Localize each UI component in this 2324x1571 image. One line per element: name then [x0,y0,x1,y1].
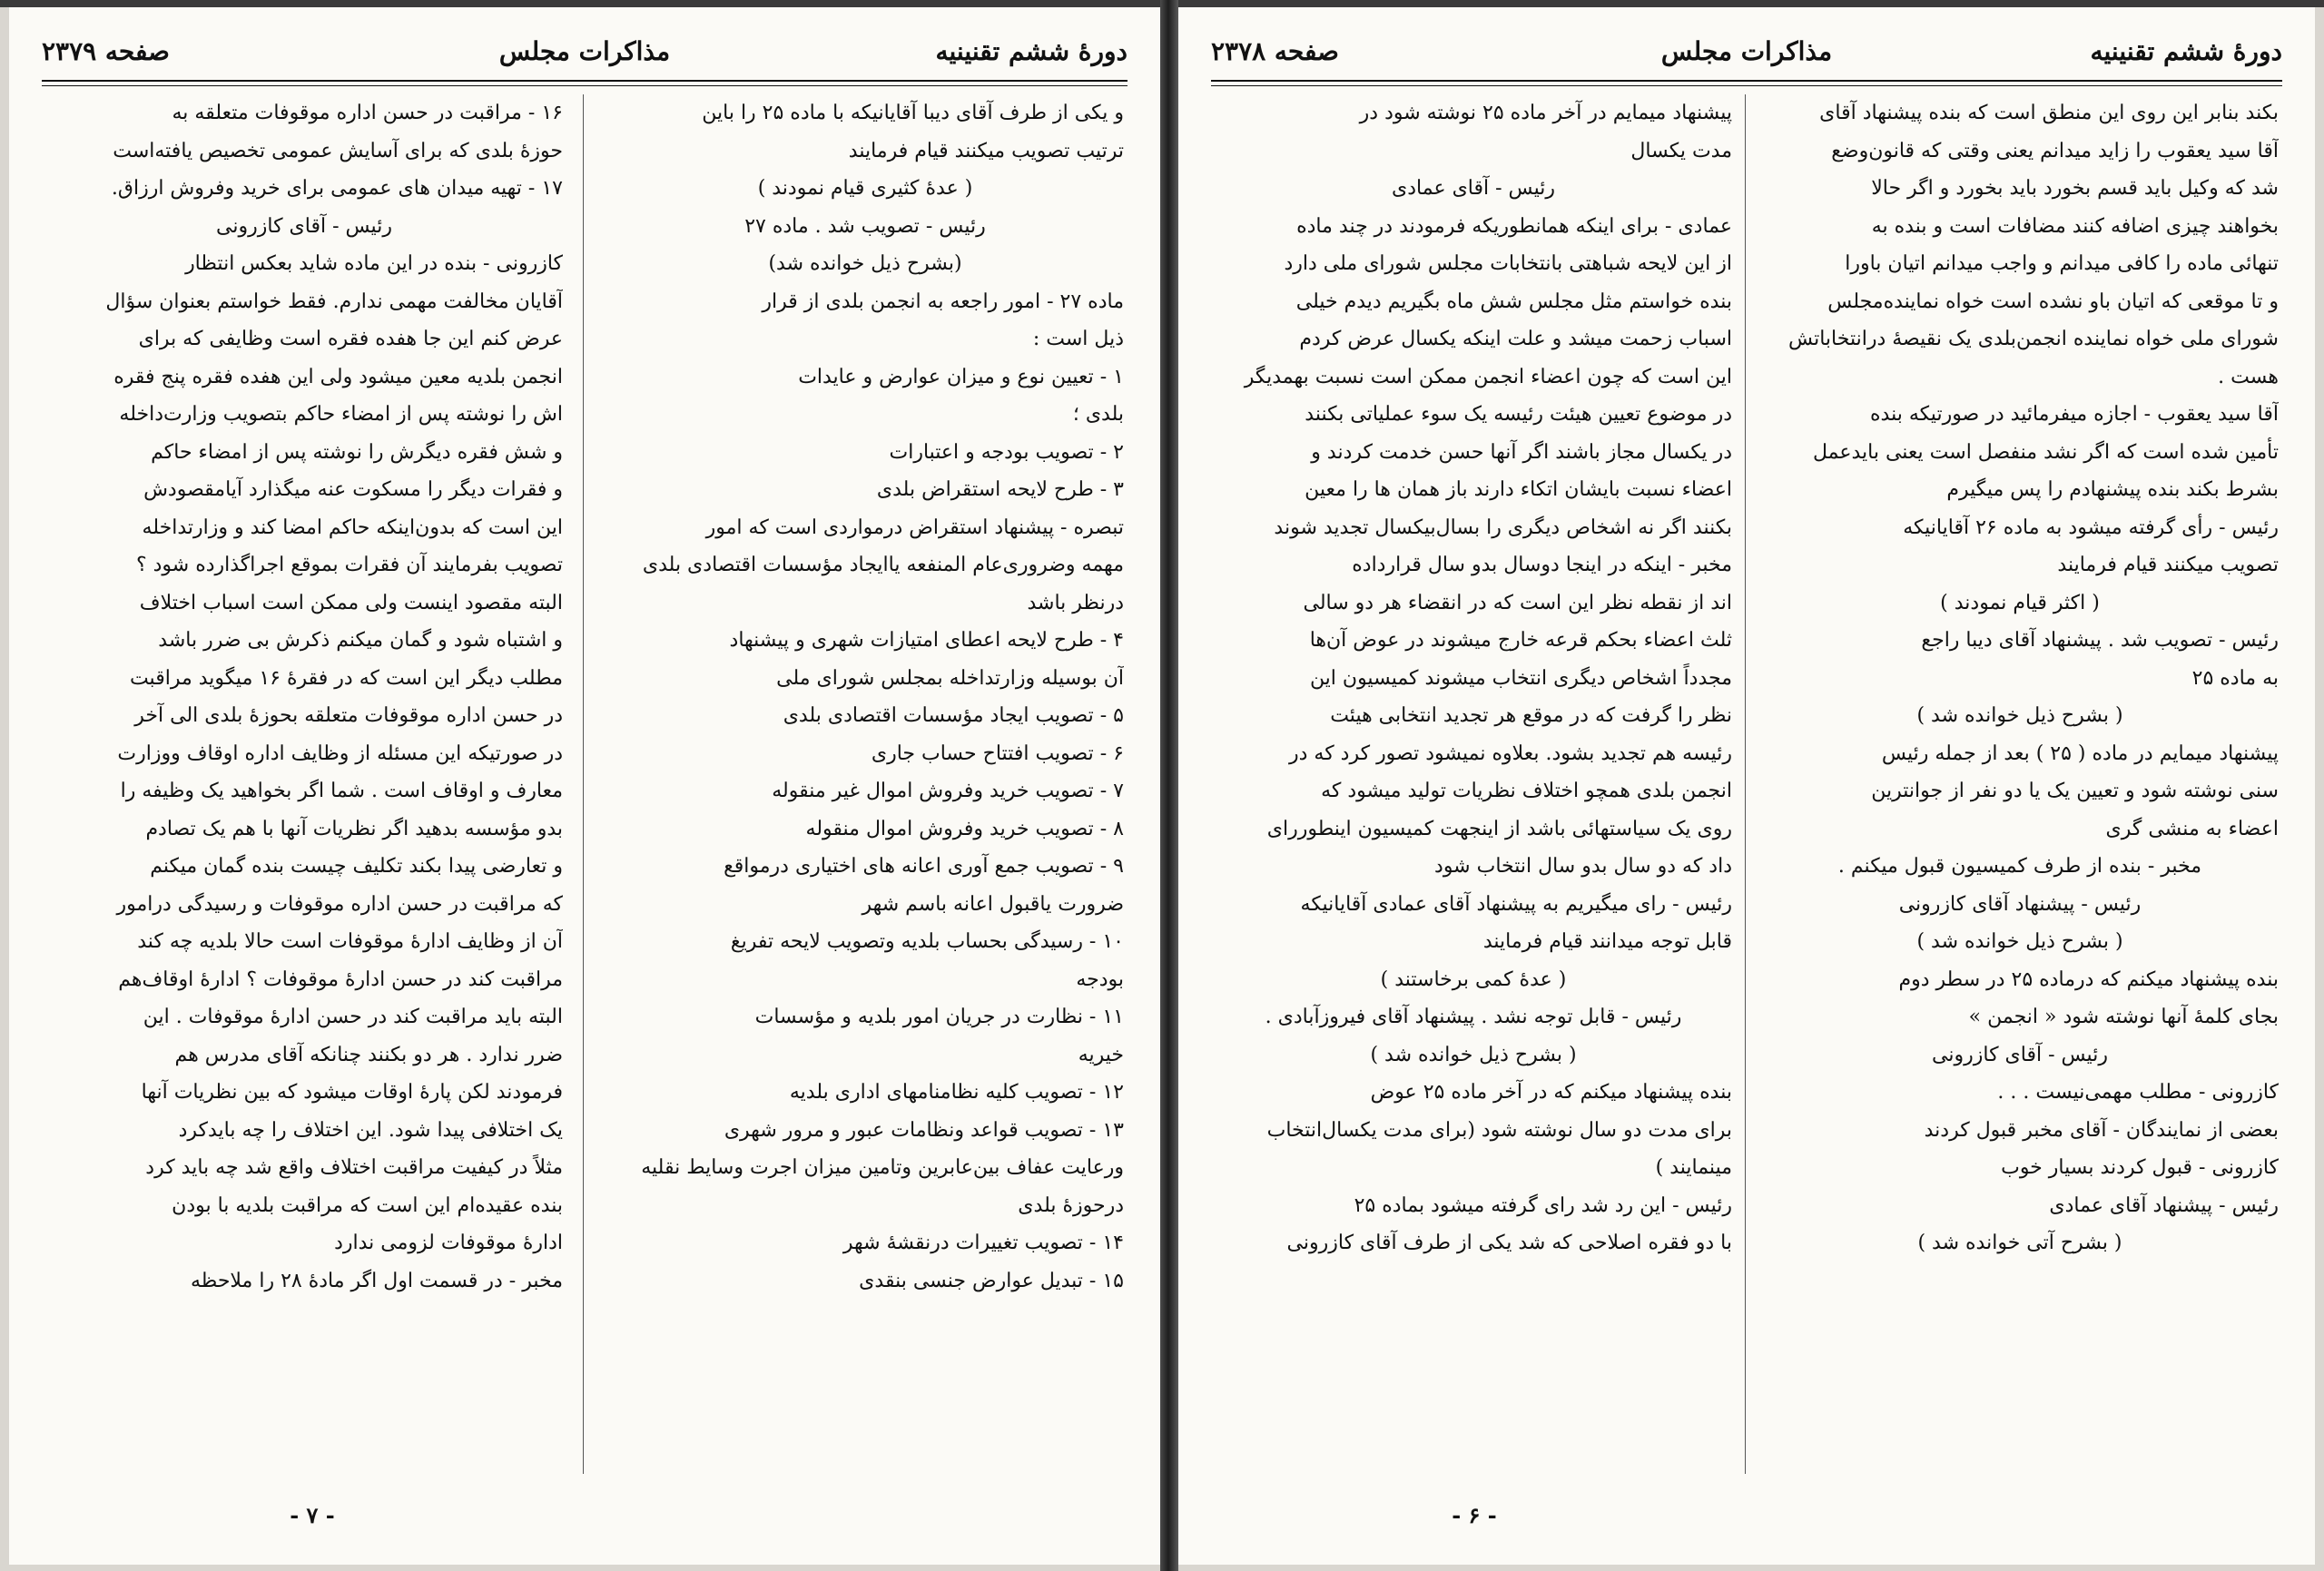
text-line: روی یک سیاستهائی باشد از اینجهت کمیسیون اینطوررای [1266,817,1732,840]
header-page-number: صفحه ۲۳۷۸ [1211,35,1339,66]
header-rule [1211,80,2282,82]
header-rule-thin [1211,85,2282,86]
text-line: بکنند اگر نه اشخاص دیگری را بسال‌بیکسال تجدید شوند [1274,515,1732,539]
text-line: و تا موقعی که اتیان باو نشده است خواه نماینده‌مجلس [1827,290,2279,313]
text-line: برای مدت دو سال نوشته شود (برای مدت یکسال‌انتخاب [1266,1118,1732,1142]
text-line: بکند بنابر این روی این منطق است که بنده پیشنهاد آقای [1819,102,2279,124]
text-line: و شش فقره دیگرش را نوشته پس از امضاء حاکم [151,440,563,464]
text-line: آقا سید یعقوب - اجازه میفرمائید در صورتیکه بنده [1870,403,2279,426]
text-line: ثلث اعضاء بحکم قرعه خارج میشوند در عوض آن‌ها [1309,629,1732,652]
text-line: رئیس - تصویب شد . پیشنهاد آقای دیبا راجع [1921,629,2279,652]
text-line: مدت یکسال [1630,139,1732,162]
text-line: ۱۶ - مراقبت در حسن اداره موقوفات متعلقه به [172,102,563,124]
text-line: تأمین شده است که اگر نشد منفصل است یعنی باید‌عمل [1812,440,2279,464]
text-line: ۴ - طرح لایحه اعطای امتیازات شهری و پیشنهاد [729,629,1124,652]
text-line: رئیس - تصویب شد . ماده ۲۷ [744,214,986,238]
text-line: بدو مؤسسه بدهید اگر نظریات آنها با هم یک تصادم [145,817,563,840]
text-line: داد که دو سال بدو سال انتخاب شود [1434,855,1732,878]
text-line: ادارهٔ موقوفات لزومی ندارد [334,1232,563,1254]
text-line: ضرورت یاقبول اعانه باسم شهر [862,892,1124,916]
text-line: ( بشرح ذیل خوانده شد ) [1370,1043,1577,1066]
text-line: رئیس - این رد شد رای گرفته میشود بماده ۲۵ [1354,1193,1732,1217]
text-line: ۵ - تصویب ایجاد مؤسسات اقتصادی بلدی [783,704,1124,727]
text-line: ۶ - تصویب افتتاح حساب جاری [871,741,1124,765]
text-line: ( بشرح آتی خوانده شد ) [1917,1232,2122,1254]
text-line: مینمایند ) [1655,1156,1732,1179]
text-line: اعضاء نسبت بایشان اتکاء دارند باز همان ها را معین [1305,478,1732,501]
text-line: و تعارضی پیدا بکند تکلیف چیست بنده گمان میکنم [150,855,563,878]
text-line: رئیس - پیشنهاد آقای کازرونی [1898,892,2142,916]
text-line: رئیس - پیشنهاد آقای عمادی [2049,1193,2279,1217]
text-line: رئیس - آقای کازرونی [216,214,392,238]
text-line: شورای ملی خواه نماینده انجمن‌بلدی یک نقیصهٔ درانتخاباتش [1788,328,2279,350]
header-page-number: صفحه ۲۳۷۹ [41,35,170,66]
text-line: درحوزهٔ بلدی [1018,1193,1124,1217]
text-line: ۱۵ - تبدیل عوارض جنسی بنقدی [859,1269,1124,1292]
text-line: یک اختلافی پیدا شود. این اختلاف را چه باید‌کرد [178,1118,563,1142]
header-title: مذاکرات مجلس [1660,35,1833,66]
text-line: به ماده ۲۵ [2191,666,2279,690]
text-line: ۱ - تعیین نوع و میزان عوارض و عایدات [798,365,1124,388]
page-header [1211,25,2282,76]
text-line: پیشنهاد میمایم در ماده ( ۲۵ ) بعد از جمله رئیس [1881,741,2279,765]
page-footer-number: - ۷ - [290,1502,335,1528]
page-left [9,7,1160,1565]
text-line: تصویب میکنند قیام فرمایند [2057,554,2279,576]
text-line: ۳ - طرح لایحه استقراض بلدی [876,478,1124,501]
text-line: ضرر ندارد . هر دو بکنند چنانکه آقای مدرس هم [174,1043,563,1066]
text-line: در موضوع تعیین هیئت رئیسه یک سوء عملیاتی بکنند [1305,403,1732,426]
text-line: آقایان مخالفت مهمی ندارم. فقط خواستم بعنوان سؤال [105,290,563,313]
text-line: نظر را گرفت که در موقع هر تجدید انتخابی هیئت [1330,704,1732,727]
text-line: بعضی از نمایندگان - آقای مخبر قبول کردند [1924,1118,2279,1142]
text-line: ترتیب تصویب میکنند قیام فرمایند [848,139,1124,162]
text-line: تصویب بفرمایند آن فقرات بموقع اجراگذارده شود ؟ [135,554,563,576]
text-line: ۱۱ - نظارت در جریان امور بلدیه و مؤسسات [754,1006,1124,1028]
text-line: پیشنهاد میمایم در آخر ماده ۲۵ نوشته شود در [1359,102,1732,124]
text-line: درنظر باشد [1027,591,1124,614]
text-line: و یکی از طرف آقای دیبا آقایانیکه با ماده ۲۵ را باین [702,102,1124,124]
text-line: رئیس - قابل توجه نشد . پیشنهاد آقای فیروزآبادی . [1265,1006,1682,1028]
page-footer-number: - ۶ - [1452,1502,1497,1528]
text-line: رئیسه هم تجدید بشود. بعلاوه نمیشود تصور کرد که در [1288,741,1732,765]
text-line: ( عدهٔ کثیری قیام نمودند ) [757,177,973,200]
text-line: بشرط بکند بنده پیشنهادم را پس میگیرم [1946,478,2279,501]
text-line: البته باید مراقبت کند در حسن ادارهٔ موقوفات . این [143,1006,563,1028]
text-line: قابل توجه میدانند قیام فرمایند [1482,930,1732,953]
text-line: ۱۲ - تصویب کلیه نظامنامهای اداری بلدیه [789,1081,1124,1104]
header-rule-thin [42,85,1128,86]
text-line: اعضاء به منشی گری [2105,817,2279,840]
text-line: رئیس - رأی گرفته میشود به ماده ۲۶ آقایانیکه [1903,515,2279,539]
text-line: تنهائی ماده را کافی میدانم و واجب میدانم اتیان باورا [1845,252,2279,275]
column-divider [583,94,584,1474]
text-line: کازرونی - مطلب مهمی‌نیست . . . [1997,1081,2279,1104]
text-line: ۹ - تصویب جمع آوری اعانه های اختیاری درمواقع [724,855,1124,878]
text-line: آن بوسیله وزارتداخله بمجلس شورای ملی [776,666,1124,690]
text-line: اش را نوشته پس از امضاء حاکم بتصویب وزارت‌داخله [119,403,563,426]
text-line: تبصره - پیشنهاد استقراض درمواردی است که امور [705,515,1124,539]
text-line: در یکسال مجاز باشند اگر آنها حسن خدمت کردند و [1311,440,1732,464]
text-line: مخبر - در قسمت اول اگر مادهٔ ۲۸ را ملاحظه [190,1269,563,1292]
text-line: این است که بدون‌اینکه حاکم امضا کند و وزارتداخله [142,515,563,539]
text-line: ( بشرح ذیل خوانده شد ) [1916,704,2123,727]
text-line: خیریه [1078,1043,1124,1066]
text-line: ۱۰ - رسیدگی بحساب بلدیه وتصویب لایحه تفریغ [730,930,1124,953]
text-line: و اشتباه شود و گمان میکنم ذکرش بی ضرر باشد [158,629,563,652]
text-line: عرض کنم این جا هفده فقره است وظایفی که برای [138,328,563,350]
text-line: بخواهند چیزی اضافه کنند مضافات است و بنده به [1871,214,2279,238]
text-line: ماده ۲۷ - امور راجعه به انجمن بلدی از قرار [762,290,1124,313]
text-line: بجای کلمهٔ آنها نوشته شود « انجمن » [1968,1006,2279,1028]
text-line: مراقبت کند در حسن ادارهٔ موقوفات ؟ ادارهٔ اوقاف‌هم [118,967,563,991]
text-line: از این لایحه شباهتی بانتخابات مجلس شورای ملی دارد [1284,252,1732,275]
header-session: دورهٔ ششم تقنینیه [2090,35,2282,66]
text-line: مخبر - اینکه در اینجا دوسال بدو سال قرارداده [1352,554,1732,576]
text-line: اسباب زحمت میشد و علت اینکه یکسال عرض کردم [1299,328,1732,350]
text-line: ( بشرح ذیل خوانده شد ) [1916,930,2123,953]
text-line: آن از وظایف ادارهٔ موقوفات است حالا بلدیه چه کند [137,930,563,953]
text-line: بنده پیشنهاد میکنم که در آخر ماده ۲۵ عوض [1370,1081,1732,1104]
header-rule [42,80,1128,82]
text-line: که مراقبت در حسن اداره موقوفات و رسیدگی درامور [116,892,563,916]
text-line: ( عدهٔ کمی برخاستند ) [1380,967,1567,991]
text-line: آقا سید یعقوب را زاید میدانم یعنی وقتی که قانون‌وضع [1831,139,2279,162]
text-line: اند از نقطه نظر این است که در انقضاء هر دو سالی [1303,591,1732,614]
text-line: ۷ - تصویب خرید وفروش اموال غیر منقوله [772,780,1124,802]
text-line: رئیس - آقای کازرونی [1932,1043,2108,1066]
page-right [1178,7,2315,1565]
book-gutter [1160,0,1178,1571]
text-line: ۸ - تصویب خرید وفروش اموال منقوله [805,817,1124,840]
text-line: بلدی ؛ [1072,403,1124,426]
text-column-right [1761,94,2279,1474]
text-line: کازرونی - قبول کردند بسیار خوب [2001,1156,2279,1179]
text-line: ۱۳ - تصویب قواعد ونظامات عبور و مرور شهری [724,1118,1124,1142]
text-line: مهمه وضروری‌عام المنفعه یاایجاد مؤسسات اقتصادی بلدی [642,554,1124,576]
text-column-right [606,94,1124,1474]
text-line: مثلاً در کیفیت مراقبت اختلاف واقع شد چه باید کرد [145,1156,563,1179]
text-line: (بشرح ذیل خوانده شد) [768,252,962,275]
text-line: رئیس - رای میگیریم به پیشنهاد آقای عمادی آقایانیکه [1300,892,1732,916]
column-divider [1745,94,1746,1474]
text-line: ( اکثر قیام نمودند ) [1940,591,2100,614]
text-line: حوزهٔ بلدی که برای آسایش عمومی تخصیص یافته‌است [113,139,563,162]
text-line: در حسن اداره موقوفات متعلقه بحوزهٔ بلدی الی آخر [134,704,563,727]
text-line: ۱۷ - تهیه میدان های عمومی برای خرید وفروش ارزاق. [111,177,563,200]
text-line: مخبر - بنده از طرف کمیسیون قبول میکنم . [1837,855,2202,878]
text-line: ورعایت عفاف بین‌عابرین وتامین میزان اجرت وسایط نقلیه [641,1156,1124,1179]
text-line: شد که وکیل باید قسم بخورد باید بخورد و اگر حالا [1871,177,2279,200]
text-line: هست . [2218,365,2279,388]
text-line: انجمن بلدیه معین میشود ولی این هفده فقره پنج فقره [113,365,563,388]
text-line: بنده پیشنهاد میکنم که درماده ۲۵ در سطر دوم [1898,967,2279,991]
text-line: رئیس - آقای عمادی [1392,177,1555,200]
text-line: با دو فقره اصلاحی که شد یکی از طرف آقای کازرونی [1286,1232,1732,1254]
text-line: بنده خواستم مثل مجلس شش ماه بگیریم دیدم خیلی [1295,290,1732,313]
page-header [42,25,1128,76]
text-line: در صورتیکه این مسئله از وظایف اداره اوقاف ووزارت [117,741,563,765]
text-line: بودجه [1076,967,1124,991]
text-line: ۲ - تصویب بودجه و اعتبارات [889,440,1124,464]
header-session: دورهٔ ششم تقنینیه [935,35,1128,66]
header-title: مذاکرات مجلس [498,35,671,66]
text-line: انجمن بلدی همچو اختلاف نظریات تولید میشود که [1321,780,1732,802]
text-column-left [45,94,563,1474]
text-line: کازرونی - بنده در این ماده شاید بعکس انتظار [185,252,563,275]
text-line: بنده عقیده‌ام این است که مراقبت بلدیه با بودن [172,1193,563,1217]
text-line: البته مقصود اینست ولی ممکن است اسباب اختلاف [139,591,563,614]
text-line: سنی نوشته شود و تعیین یک یا دو نفر از جوانترین [1871,780,2279,802]
text-line: ۱۴ - تصویب تغییرات درنقشهٔ شهر [842,1232,1124,1254]
text-line: مطلب دیگر این است که در فقرهٔ ۱۶ میگوید مراقبت [129,666,563,690]
text-line: فرمودند لکن پارهٔ اوقات میشود که بین نظریات آنها [141,1081,563,1104]
text-line: این است که چون اعضاء انجمن ممکن است نسبت بهمدیگر [1244,365,1732,388]
text-line: معارف و اوقاف است . شما اگر بخواهید یک وظیفه را [120,780,563,802]
text-line: و فقرات دیگر را مسکوت عنه میگذارد آیا‌مقصودش [143,478,563,501]
text-line: عمادی - برای اینکه همانطوریکه فرمودند در چند ماده [1296,214,1732,238]
text-line: ذیل است : [1032,328,1124,350]
text-column-left [1215,94,1732,1474]
text-line: مجدداً اشخاص دیگری انتخاب میشوند کمیسیون این [1309,666,1732,690]
